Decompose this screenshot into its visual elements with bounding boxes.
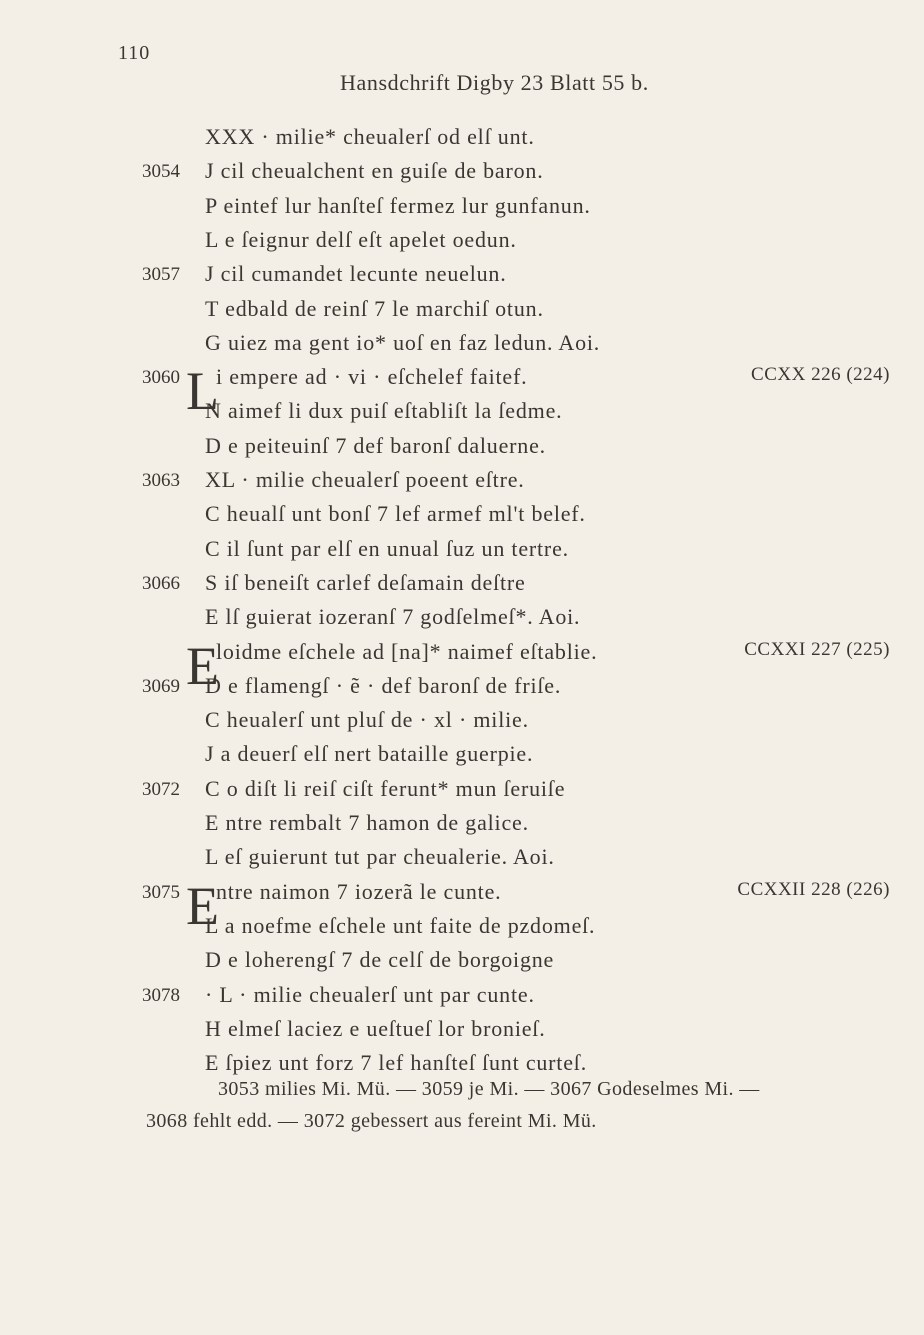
line-number: 3069 xyxy=(142,675,180,697)
verse-line xyxy=(0,844,924,878)
verse-text: H elmeſ laciez e ueſtueſ lor bronieſ. xyxy=(205,1015,546,1041)
verse-line xyxy=(0,673,924,707)
verse-line xyxy=(0,604,924,638)
verse-text: L eſ guierunt tut par cheualerie. Aoi. xyxy=(205,844,555,870)
verse-text: T edbald de reinſ 7 le marchiſ otun. xyxy=(205,295,544,321)
decorated-initial: E xyxy=(186,635,219,696)
verse-line xyxy=(0,947,924,981)
verse-text: J cil cheualchent en guiſe de baron. xyxy=(205,158,544,184)
footnote-line-1: 3053 milies Mi. Mü. — 3059 je Mi. — 3067 Godeselmes Mi. — xyxy=(218,1078,760,1100)
verse-text: J a deuerſ elſ nert bataille guerpie. xyxy=(205,741,534,767)
decorated-initial: E xyxy=(186,875,219,936)
verse-text: L e ſeignur delſ eſt apelet oedun. xyxy=(205,226,517,252)
line-number: 3075 xyxy=(142,881,180,903)
verse-text: G uiez ma gent io* uoſ en faz ledun. Aoi. xyxy=(205,329,601,355)
laisse-marker: CCXXII 228 (226) xyxy=(737,878,890,900)
line-number: 3066 xyxy=(142,572,180,594)
line-number: 3057 xyxy=(142,264,180,286)
verse-text: P eintef lur hanſteſ fermez lur gunfanun. xyxy=(205,192,591,218)
verse-text: loidme eſchele ad [na]* naimef eſtablie. xyxy=(216,638,598,664)
verse-text: D e peiteuinſ 7 def baronſ daluerne. xyxy=(205,432,546,458)
verse-line xyxy=(0,707,924,741)
verse-text: J cil cumandet lecunte neuelun. xyxy=(205,261,507,287)
verse-line xyxy=(0,158,924,192)
verse-line xyxy=(0,227,924,261)
line-number: 3072 xyxy=(142,778,180,800)
line-number: 3063 xyxy=(142,470,180,491)
verse-line xyxy=(0,501,924,535)
line-number: 3054 xyxy=(142,161,180,183)
verse-line xyxy=(0,330,924,364)
verse-line xyxy=(0,982,924,1016)
verse-text: E ſpiez unt forz 7 lef hanſteſ ſunt curteſ. xyxy=(205,1050,587,1076)
verse-text: XXX · milie* cheualerſ od elſ unt. xyxy=(205,124,535,149)
verse-text: XL · milie cheualerſ poeent eſtre. xyxy=(205,467,525,492)
verse-text: D e loherengſ 7 de celſ de borgoigne xyxy=(205,947,555,973)
verse-text: C heualſ unt bonſ 7 lef armef ml't belef. xyxy=(205,501,586,527)
verse-text: C il ſunt par elſ en unual ſuz un tertre. xyxy=(205,535,569,561)
verse-line xyxy=(0,398,924,432)
verse-text: C o diſt li reiſ ciſt ferunt* mun ſeruiſe xyxy=(205,775,566,801)
decorated-initial: L xyxy=(186,361,219,422)
page-number: 110 xyxy=(118,42,151,64)
verse-line xyxy=(0,193,924,227)
laisse-marker: CCXXI 227 (225) xyxy=(744,638,890,660)
verse-text: N aimef li dux puiſ eſtabliſt la ſedme. xyxy=(205,398,563,424)
laisse-marker: CCXX 226 (224) xyxy=(751,364,890,386)
verse-text: E lſ guierat iozeranſ 7 godſelmeſ*. Aoi. xyxy=(205,604,581,630)
verse-line xyxy=(0,570,924,604)
verse-text: L a noefme eſchele unt faite de pzdomeſ. xyxy=(205,912,596,938)
verse-line xyxy=(0,124,924,158)
verse-text: ntre naimon 7 iozerã le cunte. xyxy=(216,878,502,904)
verse-line xyxy=(0,433,924,467)
verse-line xyxy=(0,1016,924,1050)
footnote-line-2: 3068 fehlt edd. — 3072 gebessert aus fereint Mi. Mü. xyxy=(146,1110,597,1132)
verse-text: i empere ad · vi · eſchelef faitef. xyxy=(216,364,528,390)
verse-line xyxy=(0,296,924,330)
verse-line xyxy=(0,776,924,810)
verse-text: · L · milie cheualerſ unt par cunte. xyxy=(205,981,535,1007)
verse-line xyxy=(0,467,924,501)
verse-line xyxy=(0,536,924,570)
verse-line xyxy=(0,810,924,844)
verse-text: E ntre rembalt 7 hamon de galice. xyxy=(205,810,529,835)
running-header: Hansdchrift Digby 23 Blatt 55 b. xyxy=(340,70,649,95)
verse-text: S iſ beneiſt carlef deſamain deſtre xyxy=(205,569,526,595)
verse-text: C heualerſ unt pluſ de · xl · milie. xyxy=(205,707,529,733)
line-number: 3078 xyxy=(142,984,180,1006)
line-number: 3060 xyxy=(142,367,180,389)
verse-line xyxy=(0,913,924,947)
verse-line xyxy=(0,741,924,775)
verse-text: D e flamengſ · ẽ · def baronſ de friſe. xyxy=(205,672,562,698)
verse-line xyxy=(0,261,924,295)
